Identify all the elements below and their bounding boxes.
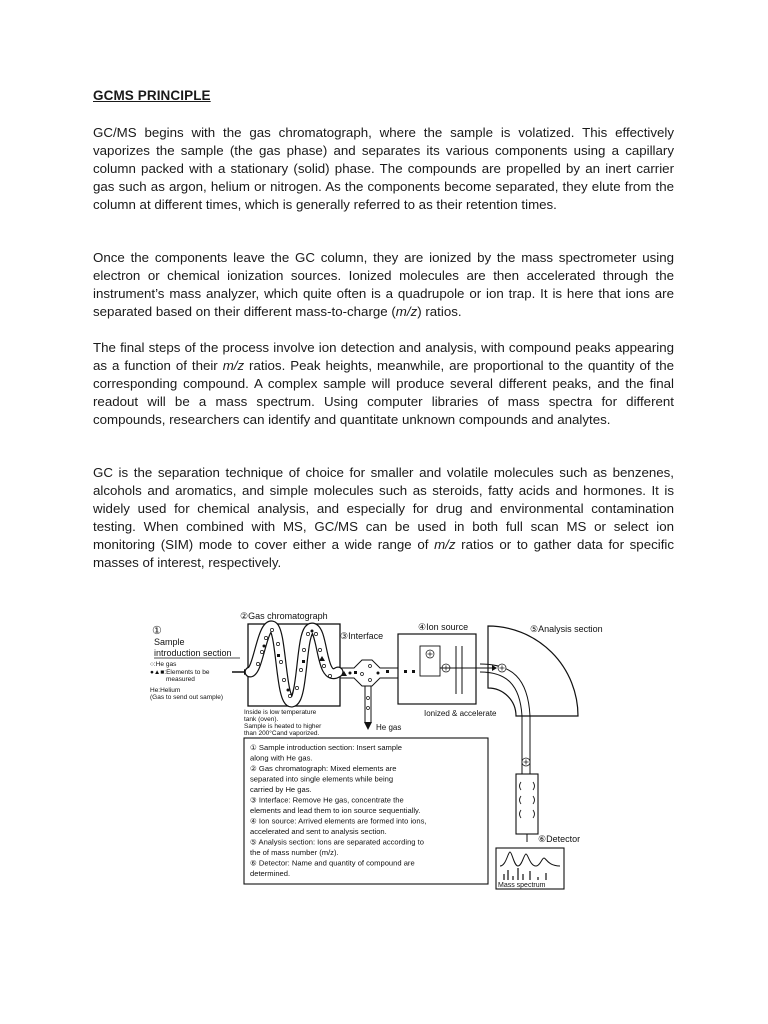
italic-mz-term: m/z — [395, 303, 418, 319]
spectrum-peaks — [504, 868, 546, 880]
note-line: along with He gas. — [250, 753, 313, 763]
note-line: carried by He gas. — [250, 785, 312, 794]
chromatogram-trace — [500, 852, 560, 866]
note-line: ⑤ Analysis section: Ions are separated according to — [250, 837, 424, 847]
paragraph-ionization — [93, 249, 674, 321]
paragraph-applications — [93, 464, 674, 571]
interface-label: ③Interface — [340, 631, 384, 641]
note-line: determined. — [250, 869, 291, 878]
detector-label: ⑥Detector — [538, 834, 581, 844]
legend-elements-measured: measured — [166, 676, 195, 683]
note-line: ③ Interface: Remove He gas, concentrate the — [250, 795, 404, 805]
paragraph-detection — [93, 339, 674, 429]
electron-multiplier-dynodes — [520, 782, 535, 818]
analysis-section-label: ⑤Analysis section — [530, 624, 603, 634]
italic-mz-term: m/z — [222, 357, 245, 373]
sample-introduction-label: introduction section — [154, 648, 232, 658]
oven-note-2: tank (oven). — [244, 716, 279, 723]
mass-spectrum-label: Mass spectrum — [498, 882, 546, 889]
gcms-diagram — [140, 604, 603, 889]
removed-he-bubbles — [361, 665, 372, 710]
note-line: ⑥ Detector: Name and quantity of compound are — [250, 858, 415, 868]
oven-note-3: Sample is heated to higher — [244, 723, 322, 730]
sample-label: Sample — [154, 637, 185, 647]
paragraph-text: ratios. Peak heights, meanwhile, are proportional to the quantity of the corresponding compound. A complex sample will produce several different peaks, and the final readout will be a mass spectrum. Using computer libraries of mass spectra for different compounds, researchers can identify and quantitate unknown compounds and analytes. — [93, 357, 674, 427]
paragraph-gc-intro — [93, 124, 674, 214]
oven-note-4: than 200°Cand vaporized. — [244, 730, 320, 737]
sample-number-label: ① — [152, 625, 162, 637]
italic-mz-term: m/z — [434, 536, 456, 552]
ion-symbol-icon — [522, 758, 530, 766]
note-line: separated into single elements while being — [250, 774, 394, 784]
paragraph-text: GC/MS begins with the gas chromatograph, where the sample is volatized. This effectively vaporizes the sample (the gas phase) and separates its various components using a capillary column packed with a stationary (solid) phase. The compounds are propelled by an inert carrier gas such as argon, helium or nitrogen. As the components become separated, they elute from the column at different times, which is generally referred to as their retention times. — [93, 125, 674, 212]
note-line: ② Gas chromatograph: Mixed elements are — [250, 764, 397, 773]
detector-box — [516, 774, 538, 834]
legend-elements: ●▲■:Elements to be — [150, 669, 210, 676]
ion-source-box — [398, 634, 476, 704]
note-line: ④ Ion source: Arrived elements are formed into ions, — [250, 816, 427, 826]
paragraph-text: The final steps of the process involve ion detection and analysis, with compound peaks appearing as a function of their — [93, 340, 674, 373]
ion-symbol-icon — [498, 664, 506, 672]
paragraph-text: GC is the separation technique of choice for smaller and volatile molecules such as benzenes, alcohols and aromatics, and simple molecules such as steroids, fatty acids and hormones. It is widely used for chemical analysis, and especially for drug and environmental contamination testing. When combined with MS, GC/MS can be used in both full scan MS or select ion monitoring (SIM) mode to cover either a wide range of — [93, 465, 674, 552]
ionized-accelerate-label: Ionized & accelerate — [424, 709, 497, 718]
concentrated-elements — [341, 670, 389, 676]
note-line: accelerated and sent to analysis section. — [250, 827, 387, 836]
ion-symbol-icon — [426, 650, 434, 658]
interface-tube — [340, 660, 398, 730]
note-line: elements and lead them to ion source sequentially. — [250, 806, 421, 815]
legend-he-gas: ○:He gas — [150, 661, 177, 668]
paragraph-text: ) ratios. — [417, 303, 462, 319]
he-gas-exhaust-label: He gas — [376, 723, 402, 732]
ion-source-label: ④Ion source — [418, 622, 469, 632]
paragraph-text: Once the components leave the GC column, they are ionized by the mass spectrometer using electron or chemical ionization sources. Ionized molecules are then accelerated through the instrument’s mass analyzer, which quite often is a quadrupole or ion trap. It is here that ions are separated based on their different mass-to-charge ( — [93, 250, 674, 319]
helium-label: He:Helium — [150, 687, 181, 694]
document-title: GCMS PRINCIPLE — [93, 88, 211, 103]
oven-note-1: Inside is low temperature — [244, 709, 317, 716]
note-line: the of mass number (m/z). — [250, 848, 339, 857]
gc-label: ②Gas chromatograph — [240, 611, 328, 621]
paragraph-text: ratios or to gather data for specific masses of interest, respectively. — [93, 536, 674, 570]
helium-description: (Gas to send out sample) — [150, 694, 223, 701]
note-line: ① Sample introduction section: Insert sample — [250, 743, 403, 752]
